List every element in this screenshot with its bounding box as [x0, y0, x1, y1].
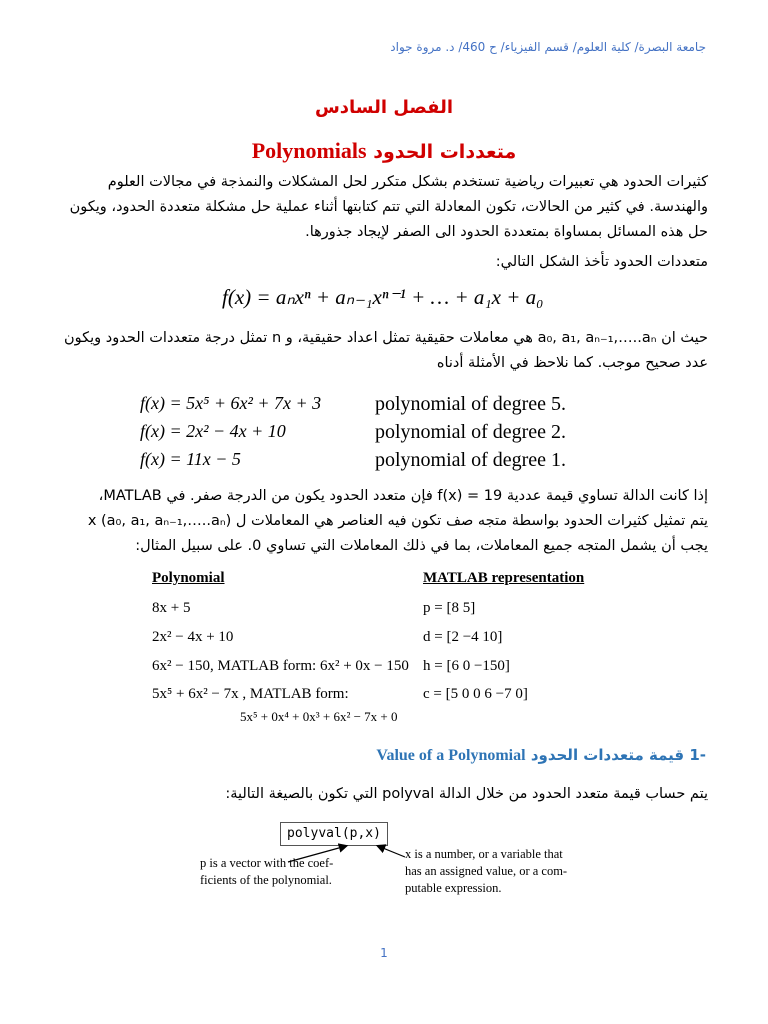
intro-line-1: كثيرات الحدود هي تعبيرات رياضية تستخدم بشكل متكرر لحل المشكلات والنمذجة في مجالات العلوم	[107, 174, 708, 190]
note-x-line-1: x is a number, or a variable that	[405, 847, 563, 861]
matlab-line-2: يتم تمثيل كثيرات الحدود بواسطة متجه صف تكون فيه العناصر هي المعاملات ل x (a₀, a₁, aₙ₋₁,…..aₙ)	[87, 513, 708, 529]
polyval-code-box: polyval(p,x)	[280, 822, 388, 846]
table-extra-form: 5x⁵ + 0x⁴ + 0x³ + 6x² − 7x + 0	[240, 709, 398, 724]
table-poly-cell: 8x + 5	[152, 600, 191, 616]
example-degree: polynomial of degree 1.	[375, 449, 567, 471]
page-number: 1	[380, 946, 388, 960]
table-poly-cell: 6x² − 150, MATLAB form: 6x² + 0x − 150	[152, 658, 409, 674]
arrow-x-icon	[378, 846, 405, 857]
chapter-subtitle-ar: متعددات الحدود	[373, 141, 517, 163]
chapter-subtitle-en: Polynomials	[251, 138, 367, 163]
note-x	[405, 846, 567, 897]
section-title-ar: قيمة متعددات الحدود	[530, 746, 685, 764]
general-formula: f(x) = aₙxⁿ + aₙ₋₁xⁿ⁻¹ + … + a₁x + a₀	[222, 285, 544, 309]
example-degree: polynomial of degree 5.	[375, 393, 567, 415]
section-number: -1	[689, 746, 706, 764]
table-header-polynomial: Polynomial	[152, 570, 225, 586]
note-p-line-2: ficients of the polynomial.	[200, 873, 332, 887]
where-line-1: حيث ان a₀, a₁, aₙ₋₁,…..aₙ هي معاملات حقيقية تمثل اعداد حقيقية، و n تمثل درجة متعددات الحدود ويكون	[63, 330, 708, 346]
intro-line-2: والهندسة. في كثير من الحالات، تكون المعادلة التي تتم كتابتها أثناء عملية حل مشكلة متعددة الحدود، ويكون	[69, 199, 708, 215]
example-formula: f(x) = 2x² − 4x + 10	[140, 421, 286, 441]
table-poly-cell: 2x² − 4x + 10	[152, 629, 234, 645]
note-p	[200, 855, 333, 889]
table-poly-cell: 5x⁵ + 6x² − 7x , MATLAB form:	[152, 686, 349, 702]
note-x-line-3: putable expression.	[405, 881, 502, 895]
note-x-line-2: has an assigned value, or a com-	[405, 864, 568, 878]
table-matlab-cell: h = [6 0 −150]	[423, 658, 510, 674]
intro-line-3: حل هذه المسائل بمساواة بمتعددة الحدود الى الصفر لإيجاد جذورها.	[305, 224, 708, 240]
matlab-line-1: إذا كانت الدالة تساوي قيمة عددية f(x) = 19 فإن متعدد الحدود يكون من الدرجة صفر. في MATLAB،	[98, 488, 708, 504]
example-formula: f(x) = 11x − 5	[140, 449, 241, 469]
polyval-intro: يتم حساب قيمة متعدد الحدود من خلال الدالة polyval التي تكون بالصيغة التالية:	[225, 786, 708, 802]
note-p-line-1: p is a vector with the coef-	[200, 856, 334, 870]
form-intro: متعددات الحدود تأخذ الشكل التالي:	[495, 254, 708, 270]
example-formula: f(x) = 5x⁵ + 6x² + 7x + 3	[140, 393, 322, 413]
table-matlab-cell: p = [8 5]	[423, 600, 476, 616]
page-header: جامعة البصرة/ كلية العلوم/ قسم الفيزياء/ ح 460/ د. مروة جواد	[390, 40, 706, 54]
matlab-line-3: يجب أن يشمل المتجه جميع المعاملات، بما في ذلك المعاملات التي تساوي 0. على سبيل المثال:	[135, 538, 708, 554]
where-line-2: عدد صحيح موجب. كما نلاحظ في الأمثلة أدناه	[436, 355, 708, 371]
table-matlab-cell: c = [5 0 0 6 −7 0]	[423, 686, 528, 702]
chapter-title: الفصل السادس	[314, 97, 454, 118]
example-degree: polynomial of degree 2.	[375, 421, 567, 443]
table-header-matlab: MATLAB representation	[423, 570, 585, 586]
section-title-en: Value of a Polynomial	[376, 747, 526, 764]
table-matlab-cell: d = [2 −4 10]	[423, 629, 503, 645]
